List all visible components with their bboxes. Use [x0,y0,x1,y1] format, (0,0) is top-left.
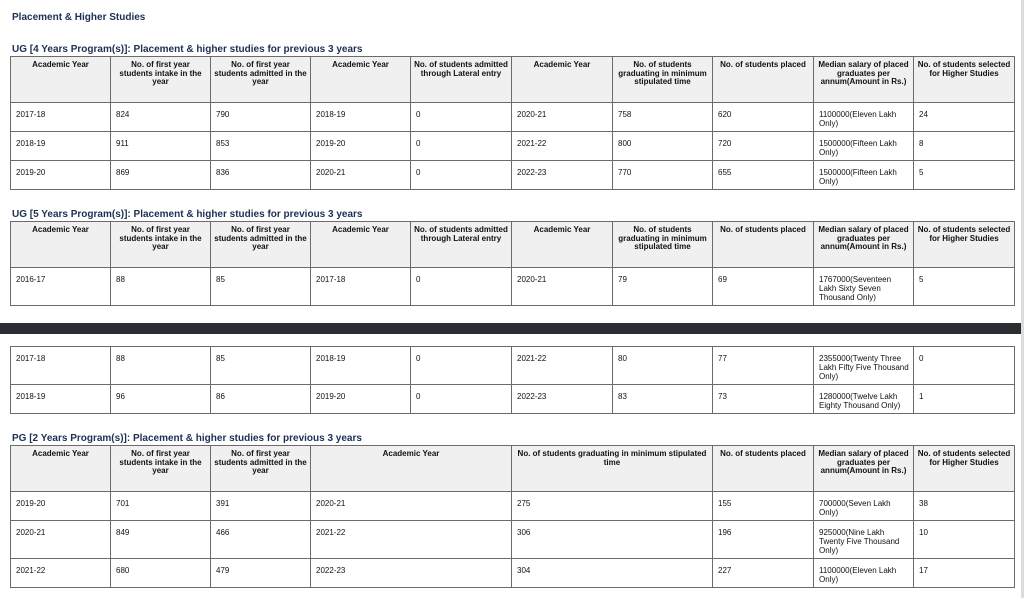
table-cell: 911 [111,132,211,161]
header-row [11,57,1015,103]
column-header: No. of students admitted through Lateral entry [411,57,512,103]
table-cell: 700000(Seven Lakh Only) [814,492,914,521]
table-cell: 80 [613,347,713,385]
table-cell: 1100000(Eleven Lakh Only) [814,559,914,588]
table-cell: 2020-21 [512,268,613,306]
table-cell: 720 [713,132,814,161]
column-header: Academic Year [512,222,613,268]
column-header: No. of students selected for Higher Studies [914,446,1015,492]
table-cell: 0 [411,161,512,190]
table-cell: 2019-20 [311,385,411,414]
table-cell: 2021-22 [311,521,512,559]
table-cell: 2021-22 [512,132,613,161]
header-row [11,446,1015,492]
table-row [11,103,1015,132]
table-cell: 79 [613,268,713,306]
table-cell: 5 [914,161,1015,190]
table-cell: 304 [512,559,713,588]
table-cell: 2018-19 [311,347,411,385]
column-header: No. of students placed [713,222,814,268]
column-header: Academic Year [311,446,512,492]
table-cell: 479 [211,559,311,588]
column-header: No. of students admitted through Lateral entry [411,222,512,268]
column-header: No. of students selected for Higher Studies [914,222,1015,268]
table-cell: 275 [512,492,713,521]
column-header: Median salary of placed graduates per annum(Amount in Rs.) [814,222,914,268]
column-header: No. of first year students admitted in the year [211,446,311,492]
table-cell: 1767000(Seventeen Lakh Sixty Seven Thousand Only) [814,268,914,306]
table-cell: 0 [411,132,512,161]
column-header: No. of first year students intake in the year [111,222,211,268]
table-row [11,347,1015,385]
header-row [11,222,1015,268]
ug4-table [10,56,1015,190]
table-cell: 83 [613,385,713,414]
table-cell: 38 [914,492,1015,521]
table-row [11,132,1015,161]
page-title: Placement & Higher Studies [12,12,146,23]
table-cell: 2018-19 [11,385,111,414]
table-cell: 2020-21 [311,492,512,521]
table-cell: 85 [211,268,311,306]
table-cell: 77 [713,347,814,385]
table-cell: 196 [713,521,814,559]
table-cell: 2020-21 [512,103,613,132]
ug5-continued-table [10,346,1015,414]
table-cell: 770 [613,161,713,190]
table-cell: 800 [613,132,713,161]
table-cell: 2019-20 [11,161,111,190]
column-header: Median salary of placed graduates per annum(Amount in Rs.) [814,57,914,103]
table-cell: 0 [411,103,512,132]
table-cell: 1100000(Eleven Lakh Only) [814,103,914,132]
table-cell: 0 [411,347,512,385]
table-cell: 2355000(Twenty Three Lakh Fifty Five Thousand Only) [814,347,914,385]
table-cell: 227 [713,559,814,588]
table-cell: 8 [914,132,1015,161]
column-header: Academic Year [311,222,411,268]
table-cell: 1500000(Fifteen Lakh Only) [814,161,914,190]
column-header: Academic Year [512,57,613,103]
table-row [11,492,1015,521]
ug5-table [10,221,1015,306]
ug4-section-title: UG [4 Years Program(s)]: Placement & higher studies for previous 3 years [12,44,363,55]
table-cell: 1 [914,385,1015,414]
table-row [11,385,1015,414]
table-cell: 1280000(Twelve Lakh Eighty Thousand Only) [814,385,914,414]
table-cell: 155 [713,492,814,521]
table-cell: 2017-18 [11,103,111,132]
table-cell: 2020-21 [11,521,111,559]
table-cell: 391 [211,492,311,521]
column-header: Academic Year [11,57,111,103]
table-cell: 2022-23 [512,385,613,414]
column-header: No. of first year students admitted in the year [211,222,311,268]
table-cell: 2022-23 [512,161,613,190]
table-cell: 2021-22 [11,559,111,588]
table-cell: 0 [411,385,512,414]
table-cell: 680 [111,559,211,588]
table-cell: 2018-19 [11,132,111,161]
table-cell: 73 [713,385,814,414]
column-header: Academic Year [311,57,411,103]
table-cell: 86 [211,385,311,414]
table-row [11,521,1015,559]
table-cell: 2021-22 [512,347,613,385]
table-cell: 2017-18 [311,268,411,306]
pg2-table [10,445,1015,588]
table-cell: 758 [613,103,713,132]
table-cell: 24 [914,103,1015,132]
table-cell: 466 [211,521,311,559]
table-cell: 5 [914,268,1015,306]
ug5-section-title: UG [5 Years Program(s)]: Placement & higher studies for previous 3 years [12,209,363,220]
pg2-section-title: PG [2 Years Program(s)]: Placement & higher studies for previous 3 years [12,433,362,444]
column-header: No. of first year students intake in the year [111,57,211,103]
column-header: Academic Year [11,446,111,492]
table-cell: 836 [211,161,311,190]
table-cell: 925000(Nine Lakh Twenty Five Thousand Only) [814,521,914,559]
page-break-bar [0,323,1024,334]
column-header: No. of first year students admitted in the year [211,57,311,103]
column-header: No. of first year students intake in the year [111,446,211,492]
column-header: Median salary of placed graduates per annum(Amount in Rs.) [814,446,914,492]
table-cell: 2016-17 [11,268,111,306]
table-row [11,161,1015,190]
table-cell: 2019-20 [11,492,111,521]
column-header: No. of students placed [713,57,814,103]
table-cell: 88 [111,347,211,385]
column-header: No. of students graduating in minimum stipulated time [613,222,713,268]
table-cell: 0 [411,268,512,306]
table-cell: 620 [713,103,814,132]
table-cell: 655 [713,161,814,190]
table-cell: 849 [111,521,211,559]
table-cell: 2018-19 [311,103,411,132]
table-cell: 17 [914,559,1015,588]
table-cell: 701 [111,492,211,521]
table-cell: 69 [713,268,814,306]
table-cell: 2020-21 [311,161,411,190]
table-cell: 10 [914,521,1015,559]
table-cell: 853 [211,132,311,161]
table-cell: 2022-23 [311,559,512,588]
column-header: No. of students placed [713,446,814,492]
column-header: No. of students graduating in minimum stipulated time [512,446,713,492]
table-row [11,559,1015,588]
column-header: No. of students selected for Higher Studies [914,57,1015,103]
table-cell: 0 [914,347,1015,385]
table-cell: 869 [111,161,211,190]
column-header: No. of students graduating in minimum stipulated time [613,57,713,103]
column-header: Academic Year [11,222,111,268]
table-cell: 2019-20 [311,132,411,161]
table-row [11,268,1015,306]
table-cell: 790 [211,103,311,132]
table-cell: 85 [211,347,311,385]
table-cell: 88 [111,268,211,306]
table-cell: 96 [111,385,211,414]
table-cell: 1500000(Fifteen Lakh Only) [814,132,914,161]
table-cell: 306 [512,521,713,559]
table-cell: 2017-18 [11,347,111,385]
table-cell: 824 [111,103,211,132]
